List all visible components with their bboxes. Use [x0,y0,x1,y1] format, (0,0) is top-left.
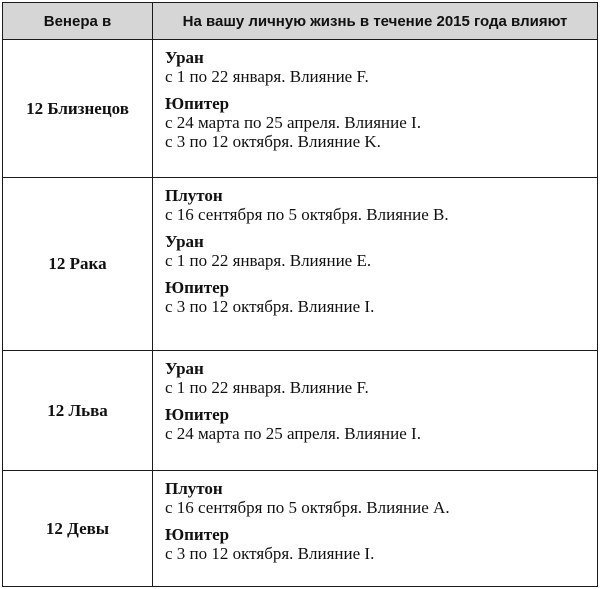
influence-line: с 16 сентября по 5 октября. Влияние A. [165,498,450,517]
planet-block [165,94,589,151]
planet-name: Плутон [165,479,223,498]
planet-name: Юпитер [165,525,230,544]
influence-line: с 1 по 22 января. Влияние F. [165,378,369,397]
planet-name: Уран [165,232,204,251]
table-row [3,178,598,351]
planet-name: Юпитер [165,405,230,424]
planet-name: Юпитер [165,94,230,113]
planet-block [165,48,589,86]
influence-line: с 3 по 12 октября. Влияние I. [165,297,375,316]
planet-name: Юпитер [165,278,230,297]
influences-cell [153,471,598,587]
sign-cell: 12 Льва [3,351,153,471]
planet-block [165,278,589,316]
planet-block [165,479,589,517]
planet-block [165,525,589,563]
influence-line: с 3 по 12 октября. Влияние I. [165,544,375,563]
sign-cell: 12 Рака [3,178,153,351]
table-body [3,40,598,587]
header-venus-in: Венера в [3,3,153,40]
planet-name: Плутон [165,186,223,205]
planet-name: Уран [165,48,204,67]
sign-cell: 12 Близнецов [3,40,153,178]
planet-block [165,359,589,397]
planet-block [165,186,589,224]
influence-line: с 1 по 22 января. Влияние F. [165,67,369,86]
sign-cell: 12 Девы [3,471,153,587]
planet-name: Уран [165,359,204,378]
influences-cell [153,351,598,471]
influence-line: с 24 марта по 25 апреля. Влияние I. [165,424,421,443]
influences-cell [153,178,598,351]
table-row [3,40,598,178]
planet-block [165,232,589,270]
influence-line: с 24 марта по 25 апреля. Влияние I. [165,113,421,132]
table-row [3,471,598,587]
influence-line: с 1 по 22 января. Влияние E. [165,251,372,270]
header-influences: На вашу личную жизнь в течение 2015 года влияют [153,3,598,40]
influence-line: с 3 по 12 октября. Влияние K. [165,132,381,151]
influence-line: с 16 сентября по 5 октября. Влияние B. [165,205,449,224]
planet-block [165,405,589,443]
influence-table [2,2,598,587]
header-row [3,3,598,40]
table-row [3,351,598,471]
influences-cell [153,40,598,178]
